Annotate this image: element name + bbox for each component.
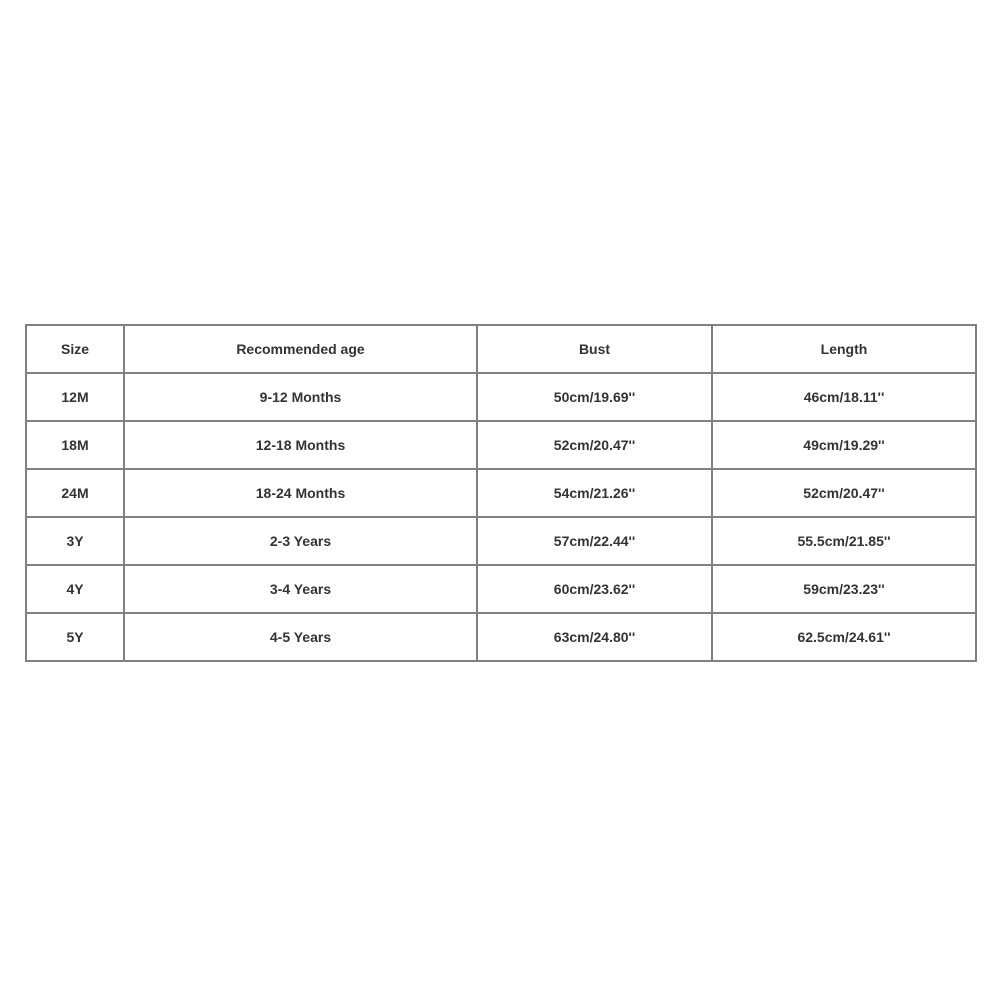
cell-length: 46cm/18.11''	[712, 373, 976, 421]
cell-size: 3Y	[26, 517, 124, 565]
cell-size: 12M	[26, 373, 124, 421]
cell-size: 5Y	[26, 613, 124, 661]
table-row	[26, 373, 976, 421]
cell-bust: 63cm/24.80''	[477, 613, 712, 661]
cell-length: 62.5cm/24.61''	[712, 613, 976, 661]
cell-bust: 50cm/19.69''	[477, 373, 712, 421]
cell-length: 49cm/19.29''	[712, 421, 976, 469]
cell-length: 55.5cm/21.85''	[712, 517, 976, 565]
table-row	[26, 517, 976, 565]
cell-recommended-age: 4-5 Years	[124, 613, 477, 661]
table-row	[26, 613, 976, 661]
cell-recommended-age: 3-4 Years	[124, 565, 477, 613]
header-bust: Bust	[477, 325, 712, 373]
cell-bust: 54cm/21.26''	[477, 469, 712, 517]
header-length: Length	[712, 325, 976, 373]
table-row	[26, 565, 976, 613]
cell-bust: 60cm/23.62''	[477, 565, 712, 613]
header-size: Size	[26, 325, 124, 373]
table-row	[26, 421, 976, 469]
cell-recommended-age: 18-24 Months	[124, 469, 477, 517]
cell-size: 4Y	[26, 565, 124, 613]
header-recommended-age: Recommended age	[124, 325, 477, 373]
cell-recommended-age: 2-3 Years	[124, 517, 477, 565]
table-row	[26, 469, 976, 517]
cell-length: 59cm/23.23''	[712, 565, 976, 613]
cell-recommended-age: 12-18 Months	[124, 421, 477, 469]
cell-size: 18M	[26, 421, 124, 469]
cell-bust: 52cm/20.47''	[477, 421, 712, 469]
cell-length: 52cm/20.47''	[712, 469, 976, 517]
table-header-row	[26, 325, 976, 373]
cell-recommended-age: 9-12 Months	[124, 373, 477, 421]
cell-size: 24M	[26, 469, 124, 517]
size-chart-table	[25, 324, 977, 662]
cell-bust: 57cm/22.44''	[477, 517, 712, 565]
